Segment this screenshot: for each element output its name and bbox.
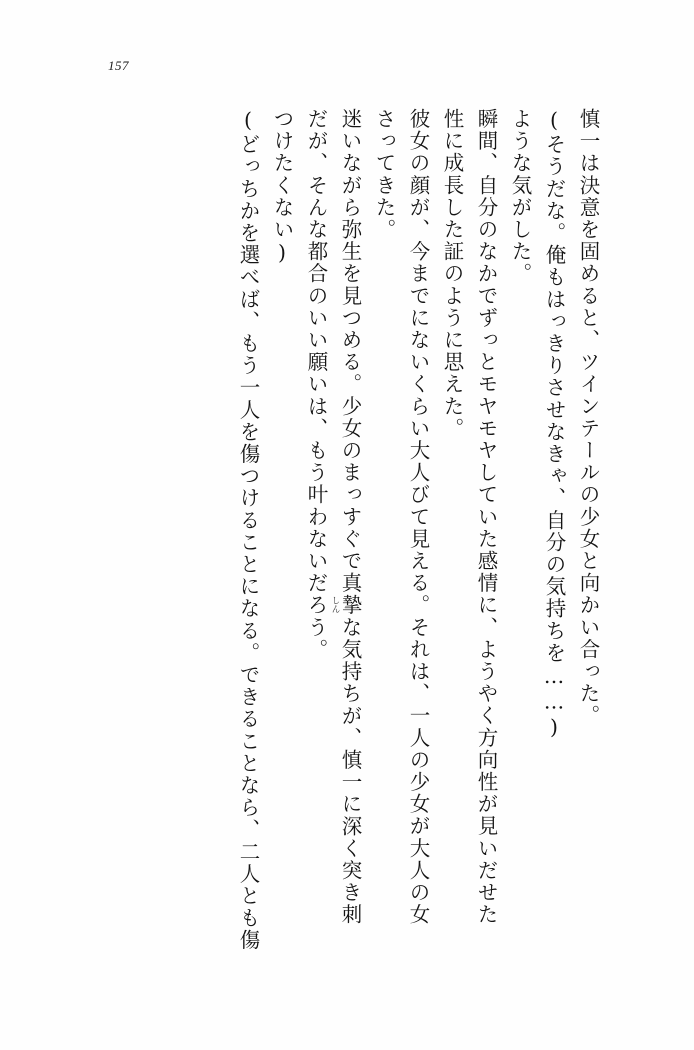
text-line: 性に成長した証のように思えた。 [440, 108, 464, 440]
ruby-base: 摯 [338, 594, 362, 617]
text-line: 彼女の顔が、今までにないくらい大人びて見える。それは、一人の少女が大人の女 [406, 108, 430, 926]
page-number: 157 [108, 58, 129, 73]
ruby-reading: しん [330, 596, 340, 614]
text-line: つけたくない) [270, 108, 294, 267]
text-line: 瞬間、自分のなかでずっとモヤモヤしていた感情に、ようやく方向性が見いだせた [474, 108, 498, 926]
text-line: ような気がした。 [508, 108, 532, 285]
text-line: 迷いながら弥生を見つめる。少女のまっすぐで真摯 しん な気持ちが、慎一に深く突き刺 [330, 108, 362, 926]
text-line: (どっちかを選べば、もう一人を傷つけることになる。できることなら、二人とも傷 [236, 108, 260, 952]
text-line: さってきた。 [372, 108, 396, 241]
vertical-text-block [224, 108, 598, 988]
ruby-annotation [330, 594, 362, 617]
text-line: (そうだな。俺もはっきりさせなきゃ、自分の気持ちを……) [542, 108, 566, 741]
text-line: だが、そんな都合のいい願いは、もう叶わないだろう。 [304, 108, 328, 661]
text-line: 慎一は決意を固めると、ツインテールの少女と向かい合った。 [576, 108, 600, 727]
